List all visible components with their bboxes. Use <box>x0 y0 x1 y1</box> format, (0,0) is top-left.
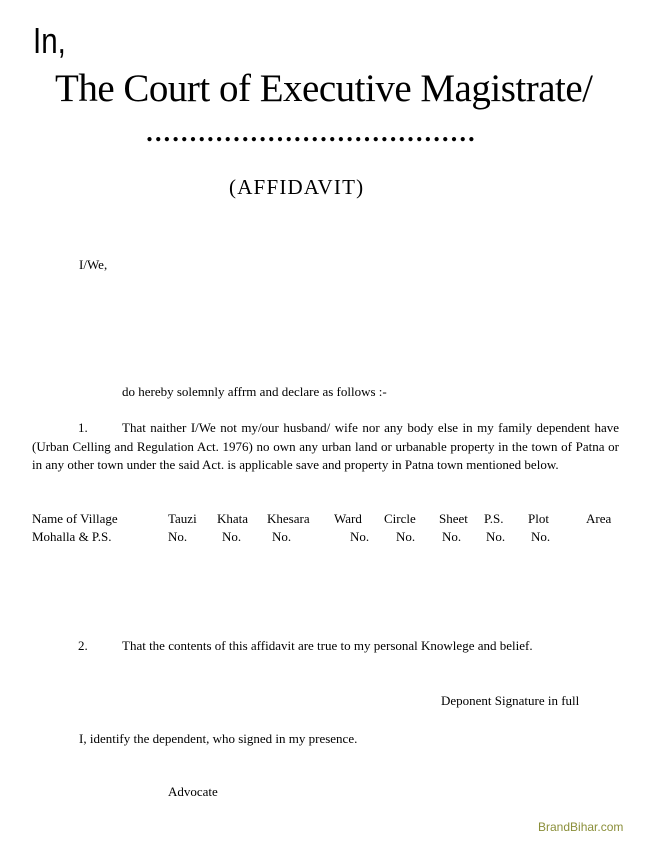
table-header-plot: Plot <box>528 511 549 526</box>
table-header-ward: Ward <box>334 511 362 526</box>
deponent-signature-label: Deponent Signature in full <box>441 693 580 708</box>
paragraph-1-number: 1. <box>78 420 88 435</box>
paragraph-1 <box>32 419 619 475</box>
table-subheader-sheet-no: No. <box>442 529 462 544</box>
court-name-blank: ...................................... <box>145 109 476 149</box>
table-header-sheet: Sheet <box>439 511 468 526</box>
table-header-circle: Circle <box>384 511 416 526</box>
table-header-ps: P.S. <box>484 511 504 526</box>
paragraph-1-text: That naither I/We not my/our husband/ wife nor any body else in my family dependent have (Urban Celling and Regulation Act. 1976) no own any urban land or urbanable property in the town of Patna or in any other town under the said Act. is applicable save and property in Patna town mentioned below. <box>32 420 619 472</box>
table-subheader-circle-no: No. <box>396 529 416 544</box>
table-subheader-plot-no: No. <box>531 529 551 544</box>
table-subheader-khata-no: No. <box>222 529 242 544</box>
table-subheader-ps-no: No. <box>486 529 506 544</box>
court-title: The Court of Executive Magistrate/ <box>55 67 593 110</box>
table-header-khata: Khata <box>217 511 249 526</box>
watermark: BrandBihar.com <box>538 820 624 834</box>
table-subheader-tauzi-no: No. <box>168 529 188 544</box>
table-header-tauzi: Tauzi <box>168 511 197 526</box>
table-subheader-ward-no: No. <box>350 529 370 544</box>
header-in: In, <box>33 20 66 61</box>
table-header-khesara: Khesara <box>267 511 310 526</box>
paragraph-2-number: 2. <box>78 638 88 653</box>
table-subheader-mohalla-ps: Mohalla & P.S. <box>32 529 112 544</box>
advocate-label: Advocate <box>168 784 218 799</box>
identification-statement: I, identify the dependent, who signed in my presence. <box>79 731 358 746</box>
table-subheader-khesara-no: No. <box>272 529 292 544</box>
document-title: (AFFIDAVIT) <box>229 175 365 199</box>
table-header-area: Area <box>586 511 612 526</box>
declaration-line: do hereby solemnly affrm and declare as follows :- <box>122 384 387 399</box>
paragraph-2-text: That the contents of this affidavit are true to my personal Knowlege and belief. <box>122 638 533 653</box>
deponent-label: I/We, <box>79 257 108 272</box>
table-header-name-of-village: Name of Village <box>32 511 118 526</box>
